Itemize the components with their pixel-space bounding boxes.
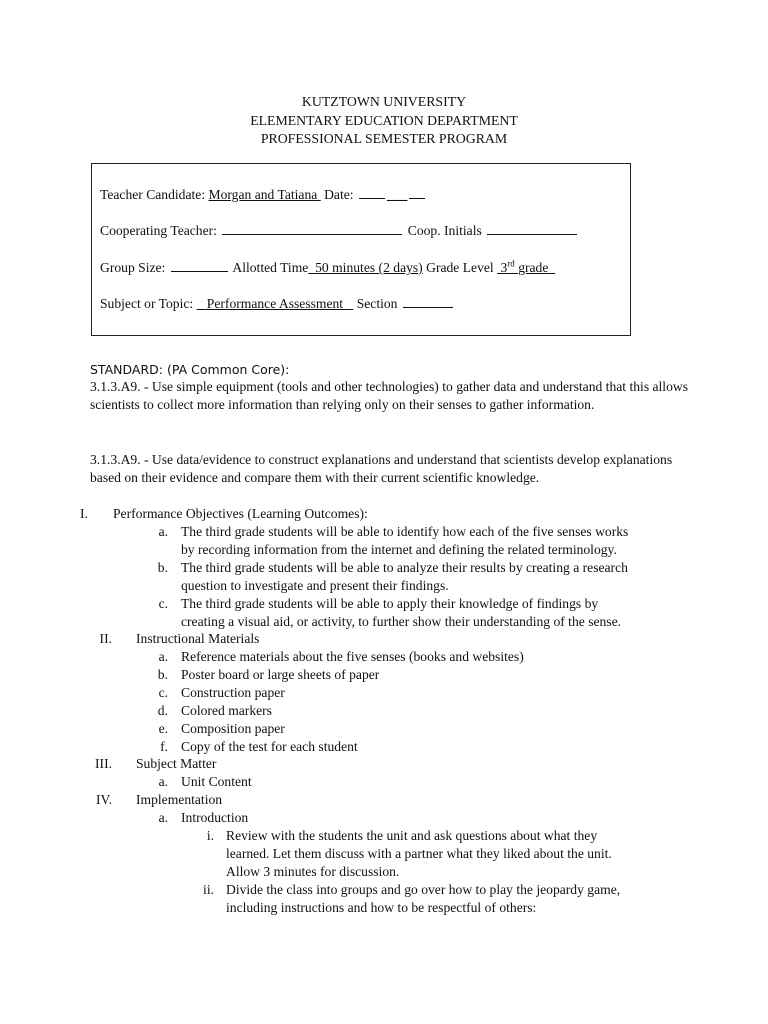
teacher-candidate-row bbox=[100, 185, 427, 204]
group-size-field[interactable] bbox=[171, 258, 228, 272]
list-marker: a. bbox=[158, 649, 168, 664]
document-header bbox=[0, 93, 768, 149]
list-marker: e. bbox=[158, 721, 168, 736]
list-item-continued: Allow 3 minutes for discussion. bbox=[226, 864, 400, 879]
list-marker: a. bbox=[158, 774, 168, 789]
section-field[interactable] bbox=[403, 294, 453, 308]
grade-level-label: Grade Level bbox=[426, 260, 494, 275]
section-number: III. bbox=[95, 756, 112, 771]
list-item: Colored markers bbox=[181, 703, 272, 718]
date-value[interactable]: ___ bbox=[386, 187, 408, 202]
standard-paragraph-1: 3.1.3.A9. - Use simple equipment (tools and other technologies) to gather data and understand that this allows scientists to collect more information than relying only on their senses to gather information. bbox=[90, 379, 688, 412]
section-label: Section bbox=[356, 296, 398, 311]
list-item-continued: by recording information from the internet and defining the related terminology. bbox=[181, 542, 617, 557]
date-label: Date: bbox=[324, 187, 354, 202]
lesson-info-box bbox=[91, 163, 631, 336]
list-marker: ii. bbox=[203, 882, 214, 897]
subject-value[interactable]: Performance Assessment bbox=[206, 296, 344, 311]
university-name: KUTZTOWN UNIVERSITY bbox=[301, 94, 467, 109]
list-item: The third grade students will be able to identify how each of the five senses works bbox=[181, 524, 629, 539]
cooperating-teacher-row bbox=[100, 221, 579, 240]
section-number: I. bbox=[80, 506, 88, 521]
list-item-continued: creating a visual aid, or activity, to further show their understanding of the sense. bbox=[181, 614, 622, 629]
list-item: Unit Content bbox=[181, 774, 252, 789]
list-item-continued: learned. Let them discuss with a partner what they liked about the unit. bbox=[226, 846, 612, 861]
group-size-row bbox=[100, 258, 555, 277]
program-name: PROFESSIONAL SEMESTER PROGRAM bbox=[260, 131, 508, 146]
allotted-time-label: Allotted Time bbox=[232, 260, 309, 275]
teacher-candidate-value[interactable]: Morgan and Tatiana bbox=[208, 187, 318, 202]
list-marker: a. bbox=[158, 810, 168, 825]
allotted-time-value[interactable]: 50 minutes (2 days) bbox=[315, 260, 423, 275]
date-field-pre[interactable] bbox=[359, 185, 385, 199]
list-item: Introduction bbox=[181, 810, 249, 825]
list-item: Poster board or large sheets of paper bbox=[181, 667, 380, 682]
group-size-label: Group Size: bbox=[100, 260, 166, 275]
section-title-implementation: Implementation bbox=[136, 792, 223, 807]
list-marker: b. bbox=[157, 667, 168, 682]
coop-initials-label: Coop. Initials bbox=[407, 223, 482, 238]
section-number: II. bbox=[99, 631, 112, 646]
subject-label: Subject or Topic: bbox=[100, 296, 194, 311]
list-marker: c. bbox=[158, 685, 168, 700]
list-item: Composition paper bbox=[181, 721, 285, 736]
list-item: Review with the students the unit and ask questions about what they bbox=[226, 828, 598, 843]
section-title-objectives: Performance Objectives (Learning Outcomes): bbox=[113, 506, 368, 521]
date-field-post[interactable] bbox=[409, 185, 425, 199]
subject-row bbox=[100, 294, 455, 313]
department-name: ELEMENTARY EDUCATION DEPARTMENT bbox=[250, 112, 518, 128]
list-marker: c. bbox=[158, 596, 168, 611]
standard-heading: STANDARD: (PA Common Core): bbox=[90, 362, 290, 377]
section-title-materials: Instructional Materials bbox=[136, 631, 260, 646]
list-item-continued: including instructions and how to be respectful of others: bbox=[226, 900, 537, 915]
list-item: The third grade students will be able to apply their knowledge of findings by bbox=[181, 596, 599, 611]
list-item: Divide the class into groups and go over how to play the jeopardy game, bbox=[226, 882, 621, 897]
coop-initials-field[interactable] bbox=[487, 221, 577, 235]
list-marker: i. bbox=[206, 828, 214, 843]
list-item: Copy of the test for each student bbox=[181, 739, 358, 754]
teacher-candidate-label: Teacher Candidate: bbox=[100, 187, 206, 202]
list-marker: a. bbox=[158, 524, 168, 539]
list-marker: f. bbox=[160, 739, 168, 754]
list-item: Construction paper bbox=[181, 685, 285, 700]
cooperating-teacher-field[interactable] bbox=[222, 221, 402, 235]
list-item: The third grade students will be able to analyze their results by creating a research bbox=[181, 560, 628, 575]
standard-paragraph-2: 3.1.3.A9. - Use data/evidence to construct explanations and understand that scientists develop explanations based on their evidence and compare them with their current scientific knowledge. bbox=[90, 452, 673, 485]
cooperating-teacher-label: Cooperating Teacher: bbox=[100, 223, 217, 238]
list-marker: b. bbox=[157, 560, 168, 575]
list-item: Reference materials about the five senses (books and websites) bbox=[181, 649, 524, 664]
section-title-subject-matter: Subject Matter bbox=[136, 756, 217, 771]
section-number: IV. bbox=[96, 792, 112, 807]
list-item-continued: question to investigate and present their findings. bbox=[181, 578, 449, 593]
list-marker: d. bbox=[157, 703, 168, 718]
grade-level-value[interactable]: 3rd grade bbox=[500, 258, 549, 275]
